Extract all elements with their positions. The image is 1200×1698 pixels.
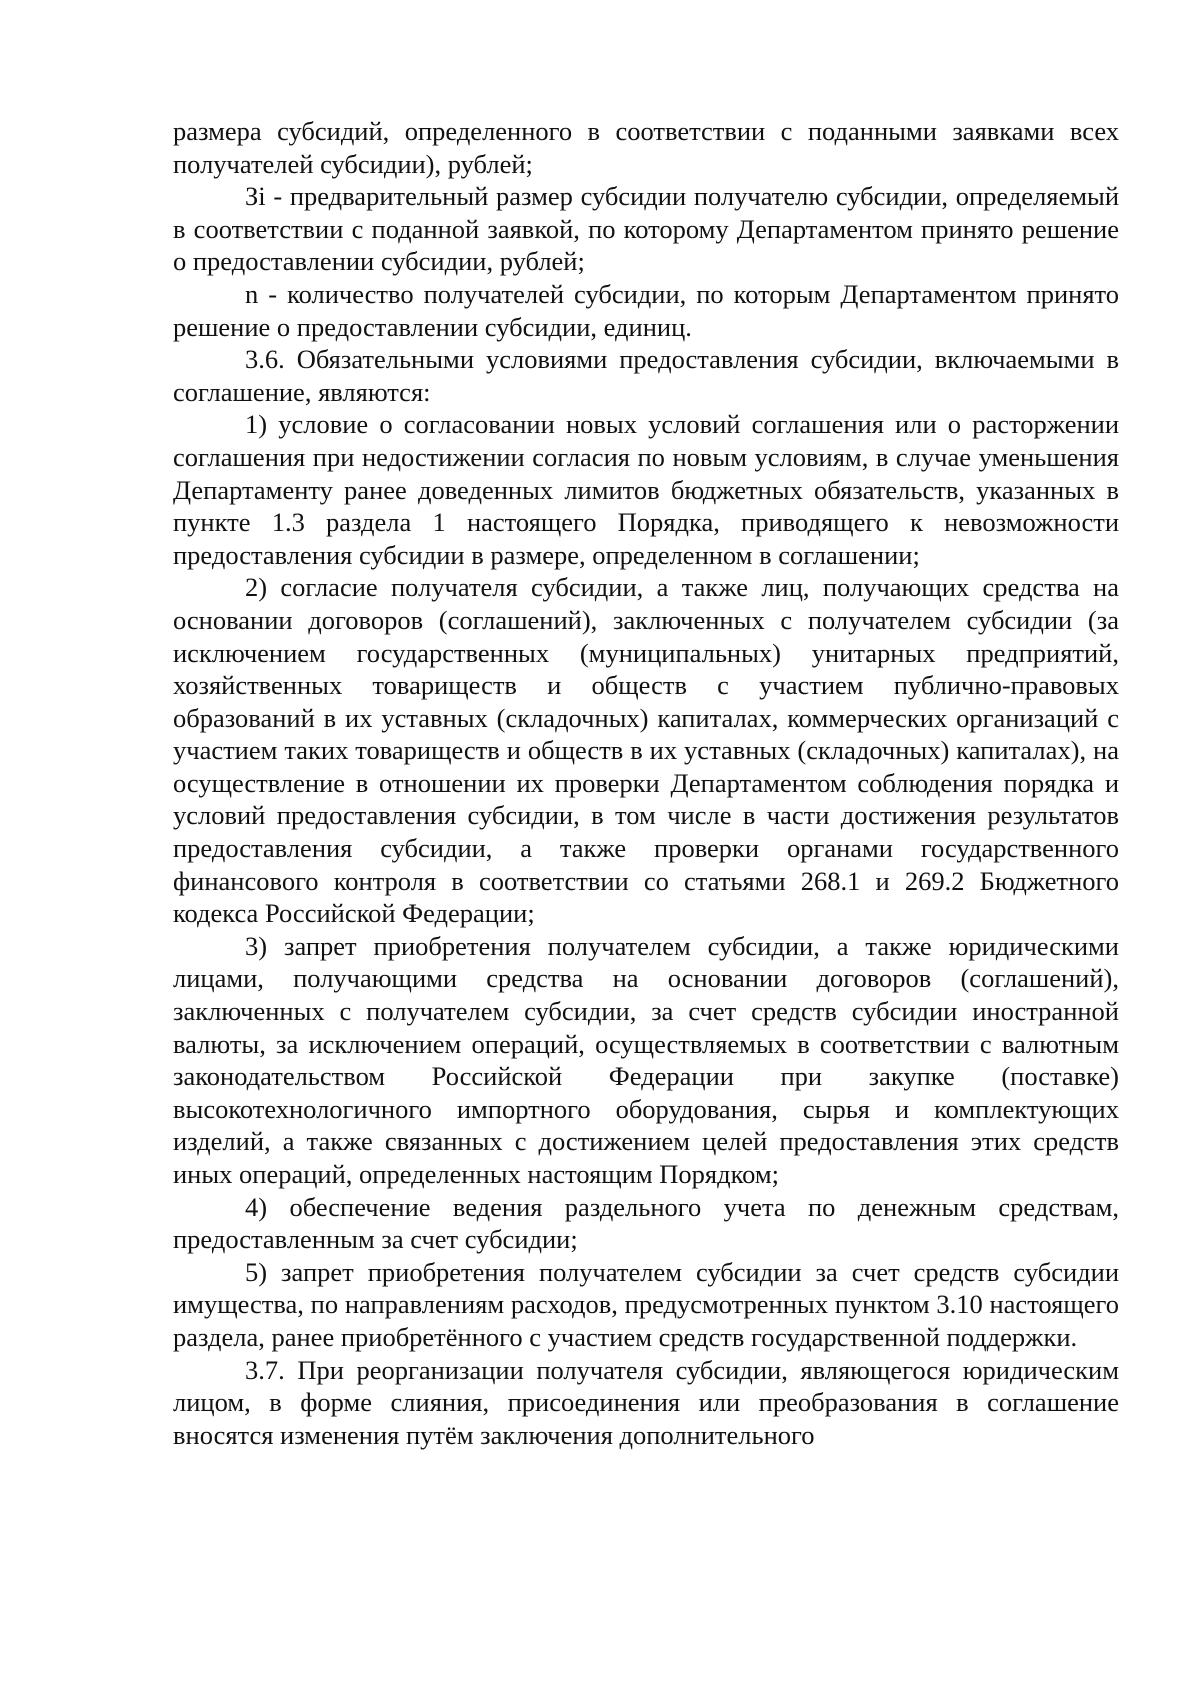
paragraph-n-definition: n - количество получателей субсидии, по которым Департаментом принято решение о предоставлении субсидии, единиц. bbox=[173, 278, 1119, 342]
list-item-1: 1) условие о согласовании новых условий соглашения или о расторжении соглашения при недостижении согласия по новым условиям, в случае уменьшения Департаменту ранее доведенных лимитов бюджетных обязательств, указанных в пункте 1.3 раздела 1 настоящего Порядка, приводящего к невозможности предоставления субсидии в размере, определенном в соглашении; bbox=[173, 409, 1119, 570]
paragraph-zi-definition: Зi - предварительный размер субсидии получателю субсидии, определяемый в соответствии с поданной заявкой, по которому Департаментом принято решение о предоставлении субсидии, рублей; bbox=[173, 181, 1119, 277]
paragraph-continuation: размера субсидий, определенного в соответствии с поданными заявками всех получателей субсидии), рублей; bbox=[173, 116, 1119, 179]
list-item-2: 2) согласие получателя субсидии, а также лиц, получающих средства на основании договоров (соглашений), заключенных с получателем субсидии (за исключением государственных (муниципальных) унитарных предприятий, хозяйственных товариществ и обществ с участием публично-правовых образований в их уставных (складочных) капиталах, коммерческих организаций с участием таких товариществ и обществ в их уставных (складочных) капиталах), на осуществление в отношении их проверки Департаментом соблюдения порядка и условий предоставления субсидии, в том числе в части достижения результатов предоставления субсидии, а также проверки органами государственного финансового контроля в соответствии со статьями 268.1 и 269.2 Бюджетного кодекса Российской Федерации; bbox=[173, 572, 1119, 929]
list-item-4: 4) обеспечение ведения раздельного учета по денежным средствам, предоставленным за счет субсидии; bbox=[173, 1191, 1119, 1255]
document-body bbox=[173, 115, 1119, 1451]
paragraph-3-6: 3.6. Обязательными условиями предоставления субсидии, включаемыми в соглашение, являются: bbox=[173, 344, 1119, 407]
paragraph-3-7: 3.7. При реорганизации получателя субсидии, являющегося юридическим лицом, в форме слияния, присоединения или преобразования в соглашение вносятся изменения путём заключения дополнительного bbox=[173, 1354, 1119, 1450]
list-item-5: 5) запрет приобретения получателем субсидии за счет средств субсидии имущества, по направлениям расходов, предусмотренных пунктом 3.10 настоящего раздела, ранее приобретённого с участием средств государственной поддержки. bbox=[173, 1256, 1119, 1352]
list-item-3: 3) запрет приобретения получателем субсидии, а также юридическими лицами, получающими средства на основании договоров (соглашений), заключенных с получателем субсидии, за счет средств субсидии иностранной валюты, за исключением операций, осуществляемых в соответствии с валютным законодательством Российской Федерации при закупке (поставке) высокотехнологичного импортного оборудования, сырья и комплектующих изделий, а также связанных с достижением целей предоставления этих средств иных операций, определенных настоящим Порядком; bbox=[173, 930, 1119, 1189]
